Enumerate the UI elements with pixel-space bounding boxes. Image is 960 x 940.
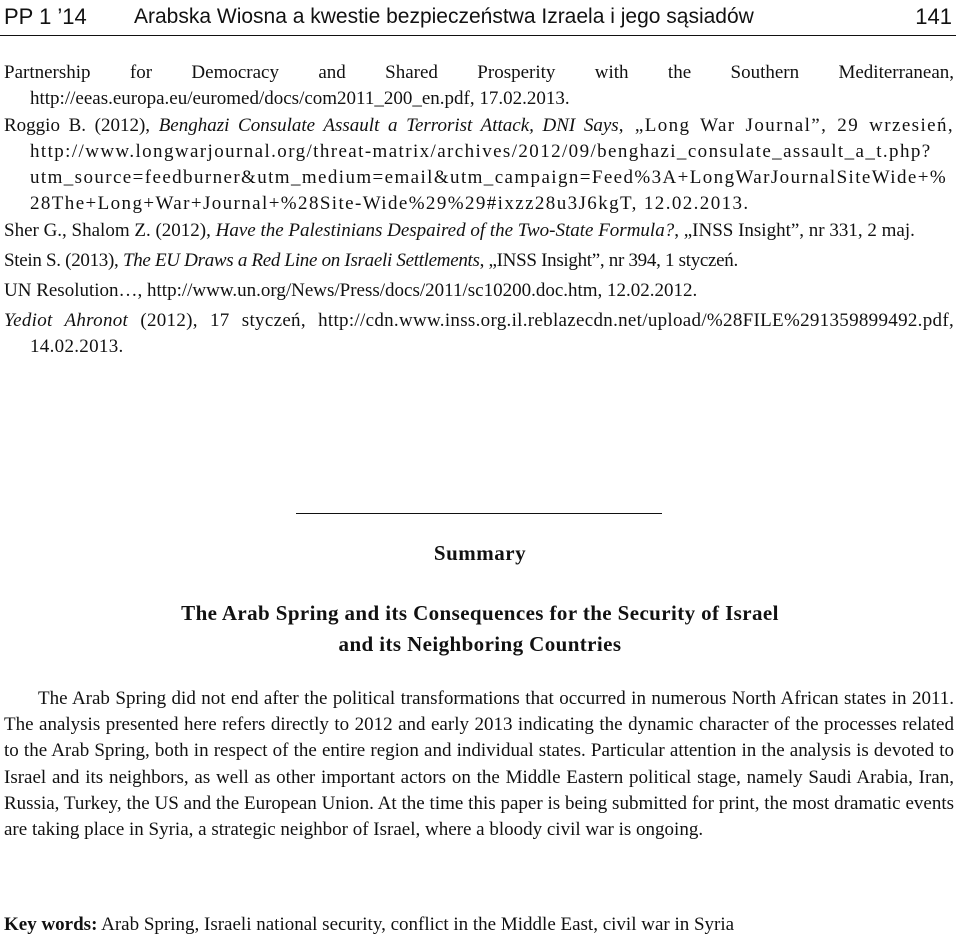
page-number: 141 [915, 4, 952, 29]
keywords-text: Arab Spring, Israeli national security, conflict in the Middle East, civil war in Syria [97, 914, 735, 935]
reference-author: Roggio B. [4, 115, 87, 136]
reference-details: , „Long War Journal”, 29 wrzesień, http://www.longwarjournal.org/threat-matrix/archives/2012/09/benghazi_consulate_assault_a_t.php?utm_source=feedburner&utm_medium=email&utm_campaign=Feed%3A+LongWarJournalSiteWide+%28The+Long+War+Journal+%28Site-Wide%29%29#ixzz28u3J6kgT, 12.02.2013. [30, 115, 955, 214]
reference-details: , „INSS Insight”, nr 331, 2 maj. [674, 220, 915, 241]
summary-title [0, 598, 960, 660]
reference-title: The EU Draws a Red Line on Israeli Settlements [122, 250, 480, 271]
bibliography [4, 60, 954, 364]
reference-item [4, 248, 954, 274]
keywords [4, 913, 954, 937]
reference-author: Stein S. [4, 250, 61, 271]
running-header [0, 0, 956, 34]
reference-item [4, 113, 954, 217]
reference-year: (2012), [86, 115, 159, 136]
reference-year: (2012), [150, 220, 216, 241]
reference-item [4, 308, 954, 360]
reference-text: UN Resolution…, http://www.un.org/News/Press/docs/2011/sc10200.doc.htm, 12.02.2012. [4, 280, 698, 301]
journal-issue: PP 1 ’14 [4, 4, 87, 29]
reference-title: Have the Palestinians Despaired of the Two-State Formula? [215, 220, 675, 241]
summary-title-line: The Arab Spring and its Consequences for the Security of Israel [181, 601, 779, 625]
reference-details: (2012), 17 styczeń, http://cdn.www.inss.org.il.reblazecdn.net/upload/%28FILE%291359899492.pdf, 14.02.2013. [30, 310, 954, 357]
keywords-label: Key words: [4, 914, 98, 935]
reference-title: Benghazi Consulate Assault a Terrorist Attack, DNI Says [158, 115, 619, 136]
reference-text: Partnership for Democracy and Shared Prosperity with the Southern Mediterranean, http://eeas.europa.eu/euromed/docs/com2011_200_en.pdf, 17.02.2013. [4, 62, 954, 109]
reference-details: , „INSS Insight”, nr 394, 1 styczeń. [479, 250, 738, 271]
reference-author: Sher G., Shalom Z. [4, 220, 151, 241]
section-divider [296, 513, 662, 514]
summary-heading: Summary [433, 541, 527, 565]
reference-item [4, 218, 954, 244]
reference-item [4, 278, 954, 304]
header-rule [0, 35, 956, 36]
summary-title-line: and its Neighboring Countries [338, 632, 622, 656]
reference-title: Yediot Ahronot [4, 310, 129, 331]
reference-item [4, 60, 954, 112]
reference-year: (2013), [60, 250, 123, 271]
running-title: Arabska Wiosna a kwestie bezpieczeństwa Izraela i jego sąsiadów [134, 5, 754, 28]
abstract-paragraph: The Arab Spring did not end after the political transformations that occurred in numerous North African states in 2011. The analysis presented here refers directly to 2012 and early 2013 indicating the dynamic character of the processes related to the Arab Spring, both in respect of the entire region and individual states. Particular attention in the analysis is devoted to Israel and its neighbors, as well as other important actors on the Middle Eastern political stage, namely Saudi Arabia, Iran, Russia, Turkey, the US and the European Union. At the time this paper is being submitted for print, the most dramatic events are taking place in Syria, a strategic neighbor of Israel, where a bloody civil war is ongoing. [4, 688, 954, 841]
